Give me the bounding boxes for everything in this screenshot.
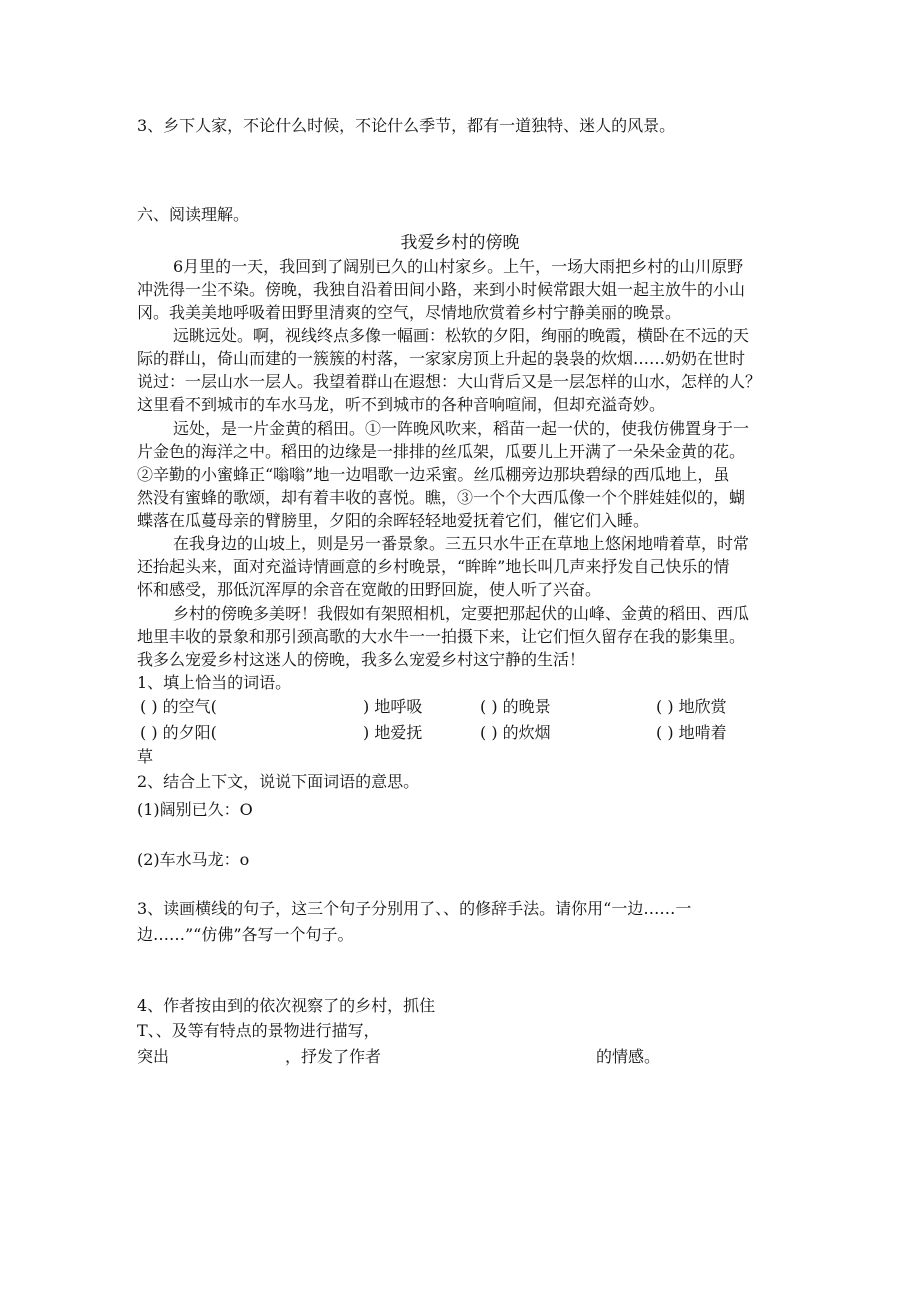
- section-heading: 六、阅读理解。: [137, 205, 250, 224]
- q1-blank[interactable]: ( ) 的晚景: [480, 697, 551, 716]
- q4-line: T、、及等有特点的景物进行描写，: [137, 1021, 380, 1040]
- passage-line: 际的群山，倚山而建的一簇簇的村落，一家家房顶上升起的袅袅的炊烟……奶奶在世时: [137, 349, 746, 368]
- passage-line: 片金色的海洋之中。稻田的边缘是一排排的丝瓜架，瓜要儿上开满了一朵朵金黄的花。: [137, 442, 746, 461]
- q1-blank[interactable]: ( ) 的夕阳(: [140, 723, 217, 742]
- q4-line: 突出: [137, 1047, 170, 1066]
- q1-blank[interactable]: ) 地呼吸: [363, 697, 423, 716]
- passage-line: 还抬起头来，面对充溢诗情画意的乡村晚景，“眸眸”地长叫几声来抒发自己快乐的情: [137, 557, 730, 576]
- q3-line: 边……”“仿佛”各写一个句子。: [137, 925, 354, 944]
- q1-blank[interactable]: ) 地爱抚: [363, 723, 423, 742]
- q1-blank[interactable]: ( ) 的炊烟: [480, 723, 551, 742]
- q3-line: 3、读画横线的句子，这三个句子分别用了、、的修辞手法。请你用“一边……一: [137, 899, 692, 918]
- q4-blank[interactable]: 的情感。: [596, 1047, 661, 1066]
- passage-line: 蝶落在瓜蔓母亲的臂膀里，夕阳的余晖轻轻地爱抚着它们，催它们入睡。: [137, 511, 650, 530]
- passage-line: 然没有蜜蜂的歌颂，却有着丰收的喜悦。瞧，③一个个大西瓜像一个个胖娃娃似的，蝴: [137, 488, 746, 507]
- item-3: 3、乡下人家，不论什么时候，不论什么季节，都有一道独特、迷人的风景。: [137, 116, 676, 135]
- q1-wrap: 草: [137, 747, 154, 766]
- q1-blank[interactable]: ( ) 地啃着: [656, 723, 727, 742]
- passage-line: ②辛勤的小蜜蜂正“嗡嗡”地一边唱歌一边采蜜。丝瓜棚旁边那块碧绿的西瓜地上，虽: [137, 465, 730, 484]
- passage-line: 这里看不到城市的车水马龙，听不到城市的各种音响喧闹，但却充溢奇妙。: [137, 395, 666, 414]
- q2-prompt: 2、结合上下文，说说下面词语的意思。: [137, 772, 420, 791]
- q2-answer-b[interactable]: (2)车水马龙：o: [137, 850, 250, 869]
- passage-line: 在我身边的山坡上，则是另一番景象。三五只水牛正在草地上悠闲地啃着草，时常: [173, 534, 750, 553]
- passage-line: 6月里的一天，我回到了阔别已久的山村家乡。上午，一场大雨把乡村的山川原野: [173, 257, 744, 276]
- q1-prompt: 1、填上恰当的词语。: [137, 673, 292, 692]
- passage-line: 冈。我美美地呼吸着田野里清爽的空气，尽情地欣赏着乡村宁静美丽的晚景。: [137, 303, 682, 322]
- passage-line: 我多么宠爱乡村这迷人的傍晚，我多么宠爱乡村这宁静的生活！: [137, 650, 586, 669]
- passage-line: 冲洗得一尘不染。傍晚，我独自沿着田间小路，来到小时候常跟大姐一起主放牛的小山: [137, 280, 746, 299]
- passage-title: 我爱乡村的傍晚: [400, 233, 520, 253]
- passage-line: 乡村的傍晚多美呀！我假如有架照相机，定要把那起伏的山峰、金黄的稻田、西瓜: [173, 604, 750, 623]
- q1-blank[interactable]: ( ) 的空气(: [140, 697, 217, 716]
- q1-blank[interactable]: ( ) 地欣赏: [656, 697, 727, 716]
- q4-line: 4、作者按由到的依次视察了的乡村，抓住: [137, 996, 436, 1015]
- passage-line: 说过：一层山水一层人。我望着群山在遐想：大山背后又是一层怎样的山水，怎样的人？: [137, 372, 762, 391]
- passage-line: 怀和感受，那低沉浑厚的余音在宽敞的田野回旋，使人听了兴奋。: [137, 580, 602, 599]
- passage-line: 远处，是一片金黄的稻田。①一阵晚风吹来，稻苗一起一伏的，使我仿佛置身于一: [173, 419, 750, 438]
- q2-answer-a[interactable]: (1)阔别已久：O: [137, 800, 253, 819]
- passage-line: 远眺远处。啊，视线终点多像一幅画：松软的夕阳，绚丽的晚霞，横卧在不远的天: [173, 326, 750, 345]
- q4-blank[interactable]: ，抒发了作者: [285, 1047, 382, 1066]
- passage-line: 地里丰收的景象和那引颈高歌的大水牛一一拍摄下来，让它们恒久留存在我的影集里。: [137, 627, 746, 646]
